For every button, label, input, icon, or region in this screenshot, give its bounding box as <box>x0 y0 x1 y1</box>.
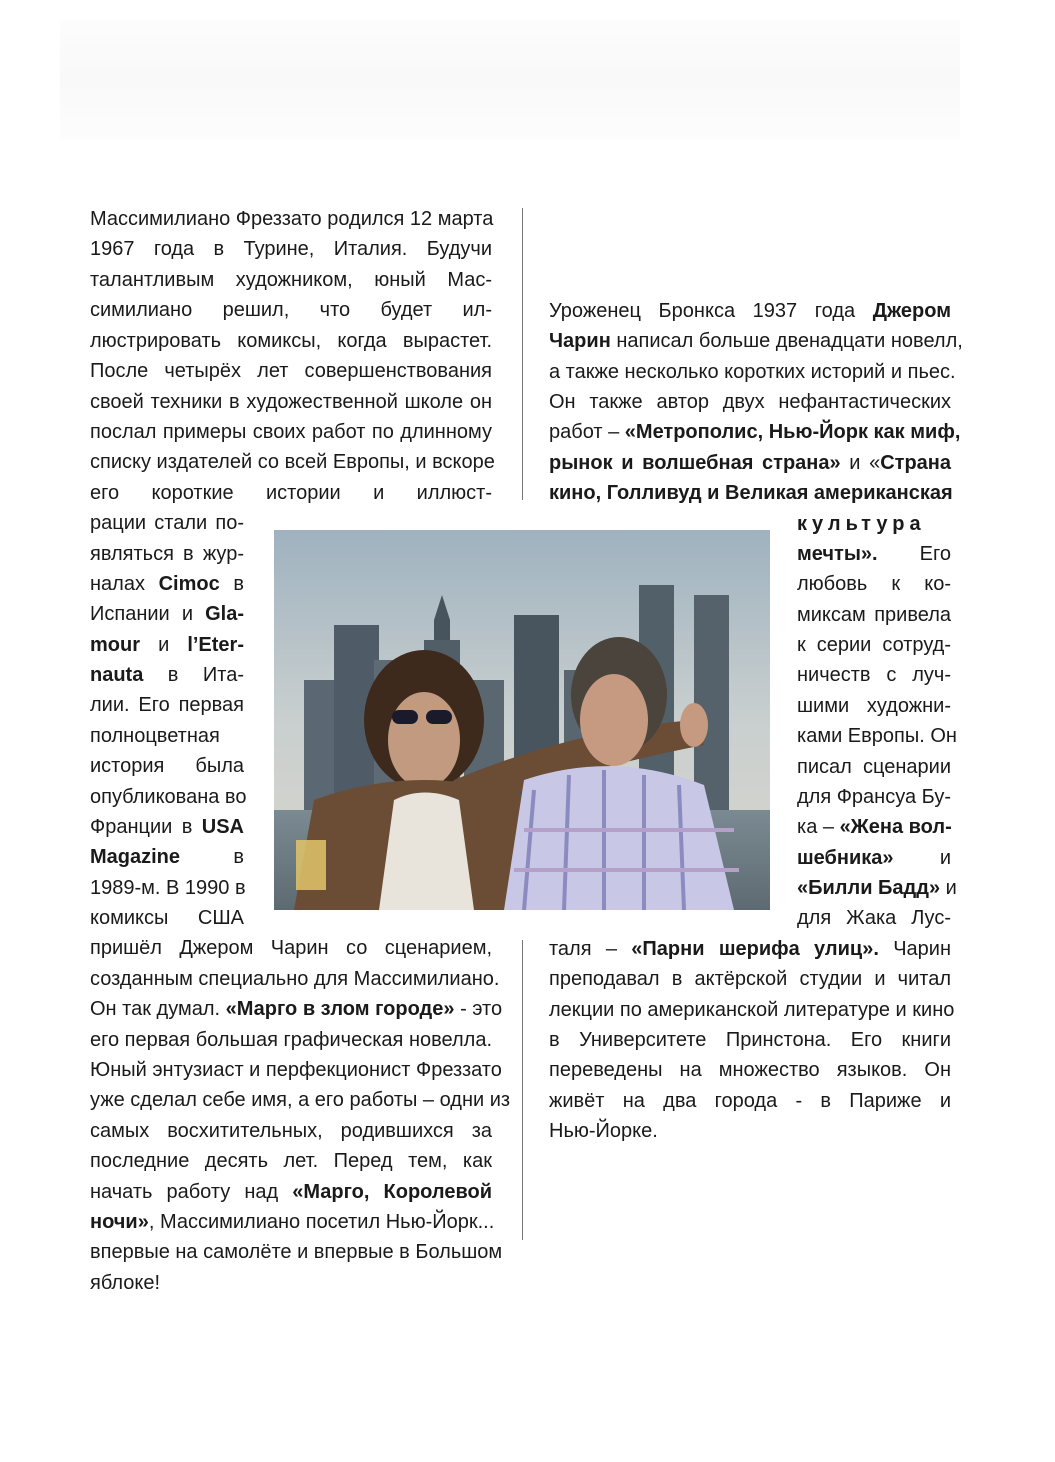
text-line: талантливым художником, юный Мас- <box>90 269 492 291</box>
text-line: для Жака Лус- <box>797 907 951 929</box>
text-line: Юный энтузиаст и перфекционист Фреззато <box>90 1059 502 1081</box>
text-line: являться в жур- <box>90 543 244 565</box>
text-line: переведены на множество языков. Он <box>549 1059 951 1081</box>
text-line: симилиано решил, что будет ил- <box>90 299 492 321</box>
text-line: Испании и Gla- <box>90 603 244 625</box>
text-line: Он так думал. «Марго в злом городе» - это <box>90 998 503 1020</box>
text-line: nauta в Ита- <box>90 664 244 686</box>
text-line: история была <box>90 755 244 777</box>
text-line: рынок и волшебная страна» и «Страна <box>549 452 951 474</box>
text-line: послал примеры своих работ по длинному <box>90 421 492 443</box>
text-line: Нью-Йорке. <box>549 1120 658 1142</box>
text-line: пришёл Джером Чарин со сценарием, <box>90 937 492 959</box>
text-line: Франции в USA <box>90 816 244 838</box>
text-line: самых восхитительных, родившихся за <box>90 1120 492 1142</box>
text-line: миксам привела <box>797 604 951 626</box>
text-line: его первая большая графическая новелла. <box>90 1029 492 1051</box>
text-line: своей техники в художественной школе он <box>90 391 492 413</box>
faded-header-bleed <box>60 20 960 140</box>
text-line: Массимилиано Фреззато родился 12 марта <box>90 208 494 230</box>
text-line: Magazine в <box>90 846 244 868</box>
text-line: таля – «Парни шерифа улиц». Чарин <box>549 938 951 960</box>
text-line: После четырёх лет совершенствования <box>90 360 492 382</box>
text-line: комиксы США <box>90 907 244 929</box>
text-line: 1989-м. В 1990 в <box>90 877 246 899</box>
text-line: рации стали по- <box>90 512 244 534</box>
text-line: живёт на два города - в Париже и <box>549 1090 951 1112</box>
text-line: к серии сотруд- <box>797 634 951 656</box>
text-line: начать работу над «Марго, Королевой <box>90 1181 492 1203</box>
text-line: шими художни- <box>797 695 951 717</box>
text-line: мечты». Его <box>797 543 951 565</box>
text-line: Чарин написал больше двенадцати новелл, <box>549 330 963 352</box>
text-line: Он также автор двух нефантастических <box>549 391 951 413</box>
text-line: писал сценарии <box>797 756 951 778</box>
text-line: кино, Голливуд и Великая американская <box>549 482 953 504</box>
text-line: а также несколько коротких историй и пьес. <box>549 361 956 383</box>
text-line: яблоке! <box>90 1272 161 1294</box>
text-line: лекции по американской литературе и кино <box>549 999 955 1021</box>
text-line: списку издателей со всей Европы, и вскоре <box>90 451 495 473</box>
text-line: культура <box>797 513 926 535</box>
column-divider-top <box>522 208 523 500</box>
text-line: в Университете Принстона. Его книги <box>549 1029 951 1051</box>
text-line: уже сделал себе имя, а его работы – одни из <box>90 1089 511 1111</box>
text-line: ничеств с луч- <box>797 664 951 686</box>
column-divider-bottom <box>522 940 523 1240</box>
text-line: его короткие истории и иллюст- <box>90 482 492 504</box>
text-line: mour и l’Eter- <box>90 634 244 656</box>
text-line: ка – «Жена вол- <box>797 816 952 838</box>
text-line: ками Европы. Он <box>797 725 957 747</box>
text-line: последние десять лет. Перед тем, как <box>90 1150 492 1172</box>
text-line: лии. Его первая <box>90 694 244 716</box>
text-line: 1967 года в Турине, Италия. Будучи <box>90 238 492 260</box>
text-line: опубликована во <box>90 786 247 808</box>
text-line: люстрировать комиксы, когда вырастет. <box>90 330 492 352</box>
text-line: любовь к ко- <box>797 573 951 595</box>
photo-illustration <box>274 530 770 910</box>
photo <box>274 530 770 910</box>
text-line: Уроженец Бронкса 1937 года Джером <box>549 300 951 322</box>
text-line: шебника» и <box>797 847 951 869</box>
text-line: преподавал в актёрской студии и читал <box>549 968 951 990</box>
text-line: «Билли Бадд» и <box>797 877 957 899</box>
text-line: созданным специально для Массимилиано. <box>90 968 500 990</box>
text-line: впервые на самолёте и впервые в Большом <box>90 1241 503 1263</box>
text-line: ночи», Массимилиано посетил Нью-Йорк... <box>90 1211 495 1233</box>
text-line: полноцветная <box>90 725 220 747</box>
text-line: работ – «Метрополис, Нью-Йорк как миф, <box>549 421 961 443</box>
text-line: для Франсуа Бу- <box>797 786 952 808</box>
text-line: налах Cimoc в <box>90 573 244 595</box>
